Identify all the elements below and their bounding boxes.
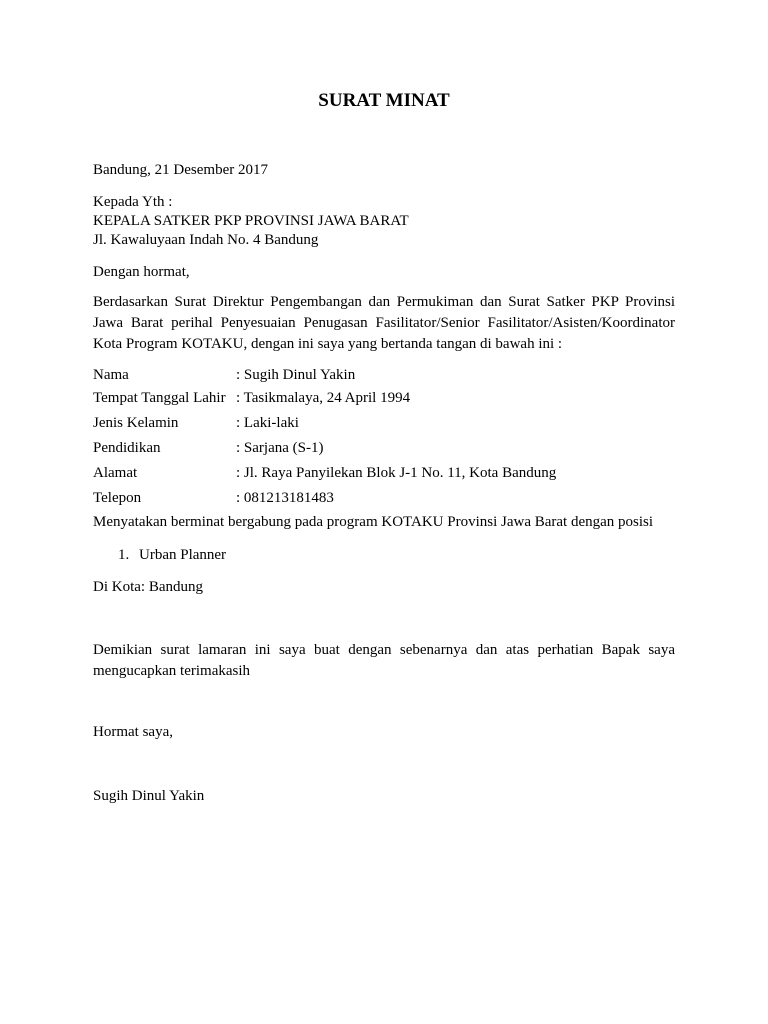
- field-value-telepon: : 081213181483: [236, 490, 334, 506]
- statement: Menyatakan berminat bergabung pada program KOTAKU Provinsi Jawa Barat dengan posisi: [93, 514, 654, 530]
- signatory-name: Sugih Dinul Yakin: [93, 788, 205, 804]
- closing-paragraph: Demikian surat lamaran ini saya buat dengan sebenarnya dan atas perhatian Bapak saya mengucapkan terimakasih: [93, 642, 675, 679]
- position-item: Urban Planner: [139, 547, 227, 563]
- field-label-ttl: Tempat Tanggal Lahir: [93, 390, 226, 406]
- field-label-pendidikan: Pendidikan: [93, 440, 161, 456]
- position-number: 1.: [118, 547, 130, 563]
- field-value-nama: : Sugih Dinul Yakin: [236, 367, 356, 383]
- field-label-telepon: Telepon: [93, 490, 142, 506]
- field-label-nama: Nama: [93, 367, 129, 383]
- letter-title: SURAT MINAT: [318, 90, 450, 111]
- recipient-name: KEPALA SATKER PKP PROVINSI JAWA BARAT: [93, 213, 409, 229]
- city-line: Di Kota: Bandung: [93, 579, 203, 595]
- field-label-alamat: Alamat: [93, 465, 138, 481]
- intro-paragraph: Berdasarkan Surat Direktur Pengembangan dan Permukiman dan Surat Satker PKP Provinsi Jawa Barat perihal Penyesuaian Penugasan Fasilitator/Senior Fasilitator/Asisten/Koordinator Kota Program KOTAKU, dengan ini saya yang bertanda tangan di bawah ini :: [93, 294, 675, 352]
- place-date: Bandung, 21 Desember 2017: [93, 162, 268, 178]
- field-value-jenis-kelamin: : Laki-laki: [236, 415, 299, 431]
- field-value-ttl: : Tasikmalaya, 24 April 1994: [236, 390, 411, 406]
- field-value-pendidikan: : Sarjana (S-1): [236, 440, 324, 456]
- field-label-jenis-kelamin: Jenis Kelamin: [93, 415, 179, 431]
- regards: Hormat saya,: [93, 724, 173, 740]
- field-value-alamat: : Jl. Raya Panyilekan Blok J-1 No. 11, Kota Bandung: [236, 465, 557, 481]
- greeting: Dengan hormat,: [93, 264, 190, 280]
- recipient-address: Jl. Kawaluyaan Indah No. 4 Bandung: [93, 232, 319, 248]
- recipient-to: Kepada Yth :: [93, 194, 173, 210]
